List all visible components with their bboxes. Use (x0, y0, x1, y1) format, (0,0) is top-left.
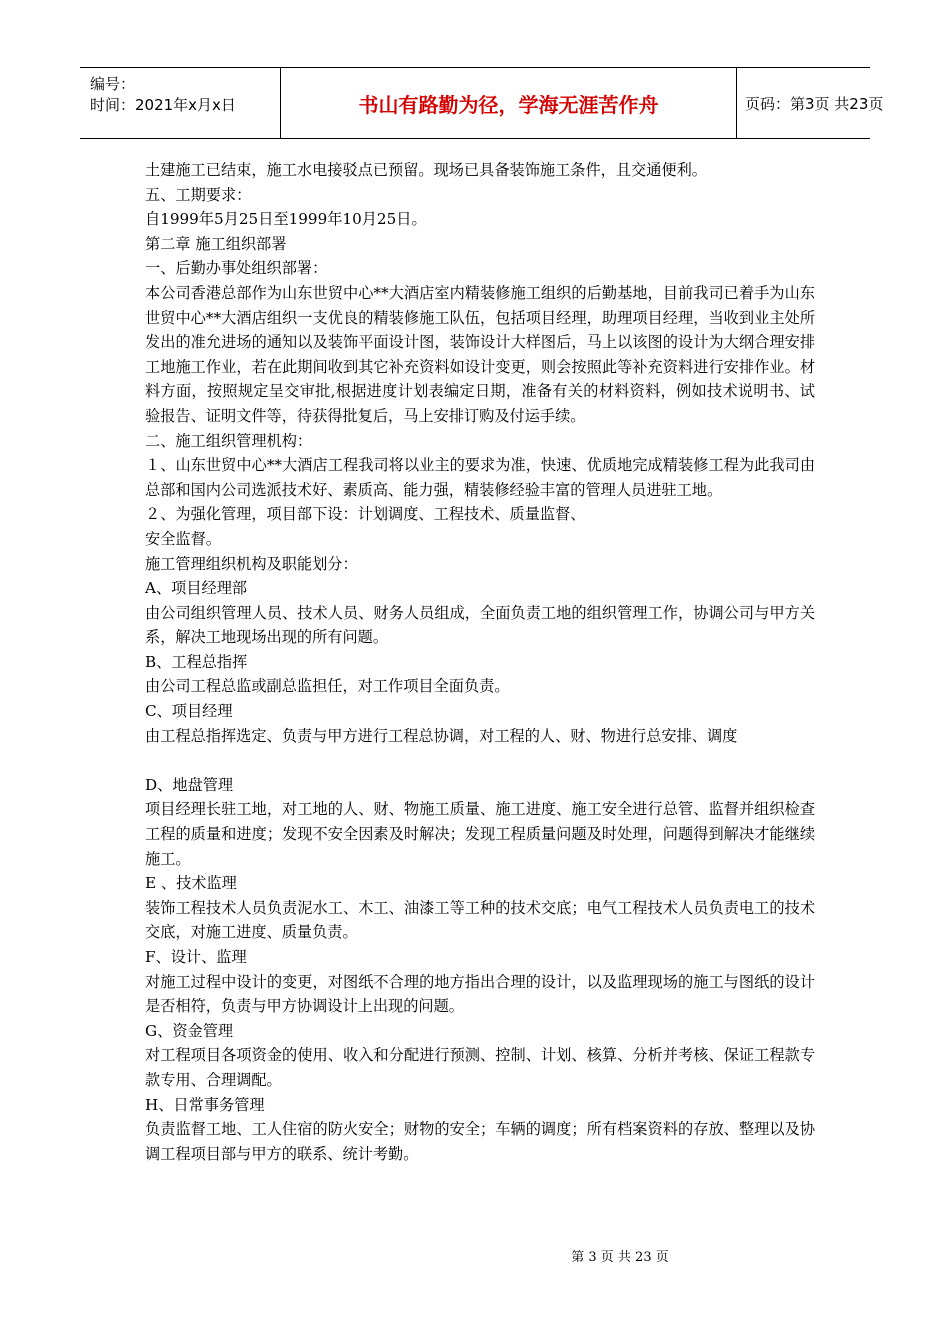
chapter-heading: 第二章 施工组织部署 (145, 234, 287, 253)
section-heading: 一、后勤办事处组织部署： (145, 259, 328, 278)
paragraph: 装饰工程技术人员负责泥水工、木工、油漆工等工种的技术交底；电气工程技术人员负责电工的技术交底，对施工进度、质量负责。 (145, 898, 815, 942)
paragraph: 本公司香港总部作为山东世贸中心**大酒店室内精装修施工组织的后勤基地，目前我司已着手为山东世贸中心**大酒店组织一支优良的精装修施工队伍，包括项目经理，助理项目经理，当收到业主处所发出的准允进场的通知以及装饰平面设计图，装饰设计大样图后，马上以该图的设计为大纲合理安排工地施工作业，若在此期间收到其它补充资料如设计变更，则会按照此等补充资料进行安排作业。材料方面，按照规定呈交审批,根据进度计划表编定日期，准备有关的材料资料，例如技术说明书、试验报告、证明文件等，待获得批复后，马上安排订购及付运手续。 (145, 283, 815, 425)
item-heading: F、设计、监理 (145, 948, 247, 966)
paragraph: 土建施工已结束，施工水电接驳点已预留。现场已具备装饰施工条件，且交通便利。 (145, 161, 707, 179)
page-header (80, 67, 884, 139)
blank-line (145, 748, 815, 773)
header-motto: 书山有路勤为径，学海无涯苦作舟 (280, 68, 737, 138)
item-heading: H、日常事务管理 (145, 1095, 265, 1114)
item-heading: D、地盘管理 (145, 775, 234, 794)
footer-page-number: 第 3 页 共 23 页 (571, 1250, 669, 1265)
paragraph: 由工程总指挥选定、负责与甲方进行工程总协调，对工程的人、财、物进行总安排、调度 (145, 726, 738, 745)
section-heading: 二、施工组织管理机构： (145, 431, 313, 450)
page-footer (0, 1246, 950, 1265)
item-heading: E 、技术监理 (145, 874, 237, 893)
paragraph: 项目经理长驻工地，对工地的人、财、物施工质量、施工进度、施工安全进行总管、监督并组织检查工程的质量和进度；发现不安全因素及时解决；发现工程质量问题及时处理，问题得到解决才能继续施工。 (145, 800, 815, 868)
item-heading: G、资金管理 (145, 1021, 234, 1040)
paragraph: １、山东世贸中心**大酒店工程我司将以业主的要求为准，快速、优质地完成精装修工程为此我司由总部和国内公司选派技术好、素质高、能力强，精装修经验丰富的管理人员进驻工地。 (145, 456, 815, 499)
paragraph: 对施工过程中设计的变更，对图纸不合理的地方指出合理的设计，以及监理现场的施工与图纸的设计是否相符，负责与甲方协调设计上出现的问题。 (145, 972, 815, 1016)
paragraph: 对工程项目各项资金的使用、收入和分配进行预测、控制、计划、核算、分析并考核、保证工程款专款专用、合理调配。 (145, 1046, 815, 1089)
header-meta (80, 68, 280, 138)
paragraph: 由公司组织管理人员、技术人员、财务人员组成，全面负责工地的组织管理工作，协调公司与甲方关系，解决工地现场出现的所有问题。 (145, 603, 815, 647)
section-heading: 五、工期要求： (145, 185, 252, 204)
paragraph: 安全监督。 (145, 529, 221, 548)
header-page-number: 页码：第3页 共23页 (745, 94, 884, 113)
item-heading: C、项目经理 (145, 702, 233, 721)
document-date: 时间：2021年x月x日 (90, 96, 236, 114)
paragraph: ２、为强化管理，项目部下设：计划调度、工程技术、质量监督、 (145, 505, 586, 524)
paragraph: 由公司工程总监或副总监担任，对工作项目全面负责。 (145, 677, 510, 696)
document-body (145, 158, 815, 1166)
paragraph: 自1999年5月25日至1999年10月25日。 (145, 210, 427, 229)
paragraph: 负责监督工地、工人住宿的防火安全；财物的安全；车辆的调度；所有档案资料的存放、整理以及协调工程项目部与甲方的联系、统计考勤。 (145, 1120, 815, 1163)
item-heading: B、工程总指挥 (145, 652, 248, 671)
document-number: 编号： (90, 75, 136, 93)
item-heading: A、项目经理部 (145, 579, 248, 598)
paragraph: 施工管理组织机构及职能划分： (145, 554, 358, 573)
